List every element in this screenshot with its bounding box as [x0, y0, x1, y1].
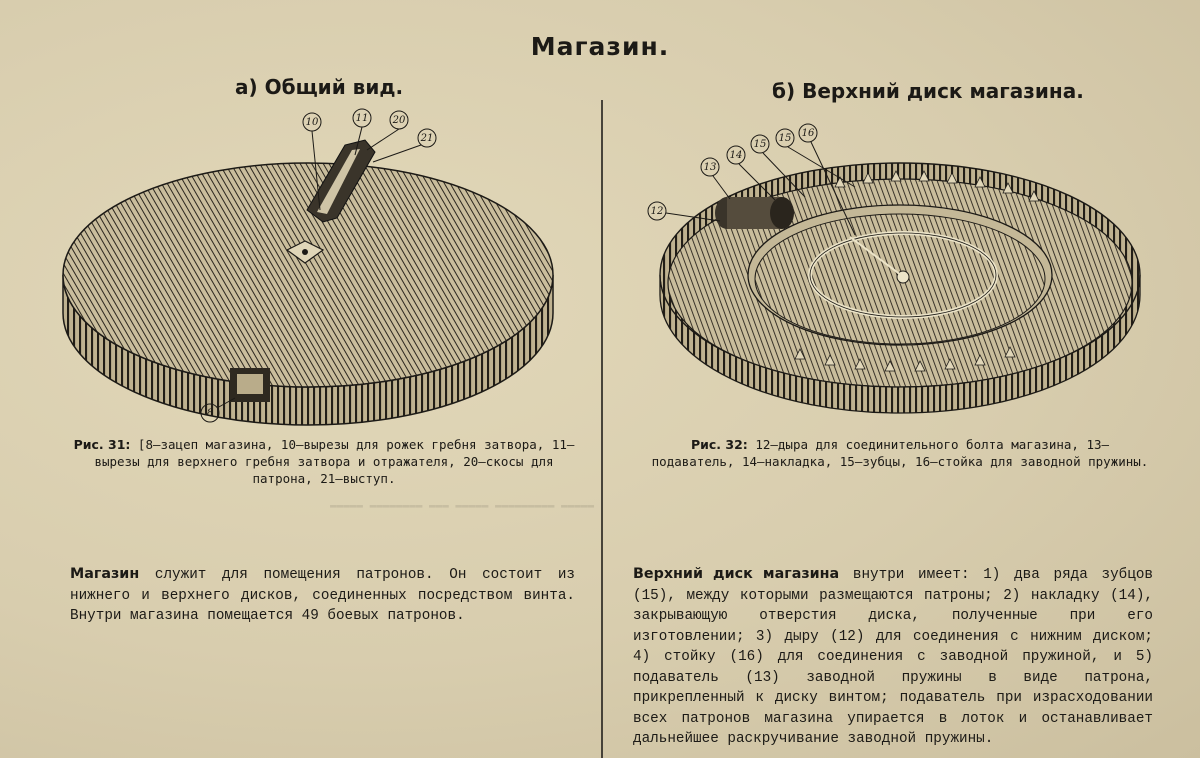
bleed-through-text: ▬▬▬▬▬ ▬▬▬▬▬▬▬▬ ▬▬▬ ▬▬▬▬▬ ▬▬▬▬▬▬▬▬▬ ▬▬▬▬▬ [330, 500, 595, 512]
figure-32-caption-text: 12—дыра для соединительного болта магазина, 13—подаватель, 14—накладка, 15—зубцы, 16—стойка для заводной пружины. [651, 437, 1149, 469]
callout-8: 8 [206, 408, 214, 419]
upper-disk-description-paragraph [633, 564, 1153, 750]
callout-11: 11 [355, 113, 369, 124]
figure-31-magazine-general-view [55, 100, 565, 430]
callout-20: 20 [392, 115, 406, 126]
upper-disk-term: Верхний диск магазина [633, 566, 840, 582]
upper-disk-description-text: внутри имеет: 1) два ряда зубцов (15), между которыми размещаются патроны; 2) накладку (14), закрывающую отверстия диска, полученные при его изготовлении; 3) дыру (12) для соединения с нижним диском; 4) стойку (16) для соединения с заводной пружиной, и 5) подаватель (13) заводной пружины в виде патрона, прикрепленный к диску винтом; подаватель при израсходовании всех патронов магазина упирается в лоток и останавливает дальнейшее раскручивание заводной пружины. [633, 567, 1153, 747]
figure-31-caption [64, 436, 584, 487]
figure-31-label: Рис. 31: [73, 437, 131, 452]
magazine-description-paragraph [70, 564, 575, 627]
callout-14: 14 [729, 150, 743, 161]
callout-12: 12 [650, 206, 664, 217]
callout-16: 16 [801, 128, 815, 139]
callout-13: 13 [703, 162, 717, 173]
figure-32-label: Рис. 32: [690, 437, 748, 452]
figure-32-caption [650, 436, 1150, 470]
magazine-term: Магазин [70, 566, 140, 582]
callout-10: 10 [305, 117, 319, 128]
callout-21: 21 [420, 133, 434, 144]
right-subtitle: б) Верхний диск магазина. [772, 79, 1084, 103]
left-subtitle: а) Общий вид. [235, 75, 404, 99]
page-title: Магазин. [530, 32, 670, 61]
column-divider [601, 100, 603, 758]
figure-32-upper-disk [645, 125, 1155, 420]
callout-15a: 15 [753, 139, 767, 150]
magazine-description-text: служит для помещения патронов. Он состоит из нижнего и верхнего дисков, соединенных посредством винта. Внутри магазина помещается 49 боевых патронов. [70, 567, 575, 624]
callout-15b: 15 [778, 133, 792, 144]
feeder-cartridge [715, 197, 794, 229]
figure-31-caption-text: [8—зацеп магазина, 10—вырезы для рожек гребня затвора, 11—вырезы для верхнего гребня затвора и отражателя, 20—скосы для патрона, 21—выступ. [94, 437, 575, 486]
